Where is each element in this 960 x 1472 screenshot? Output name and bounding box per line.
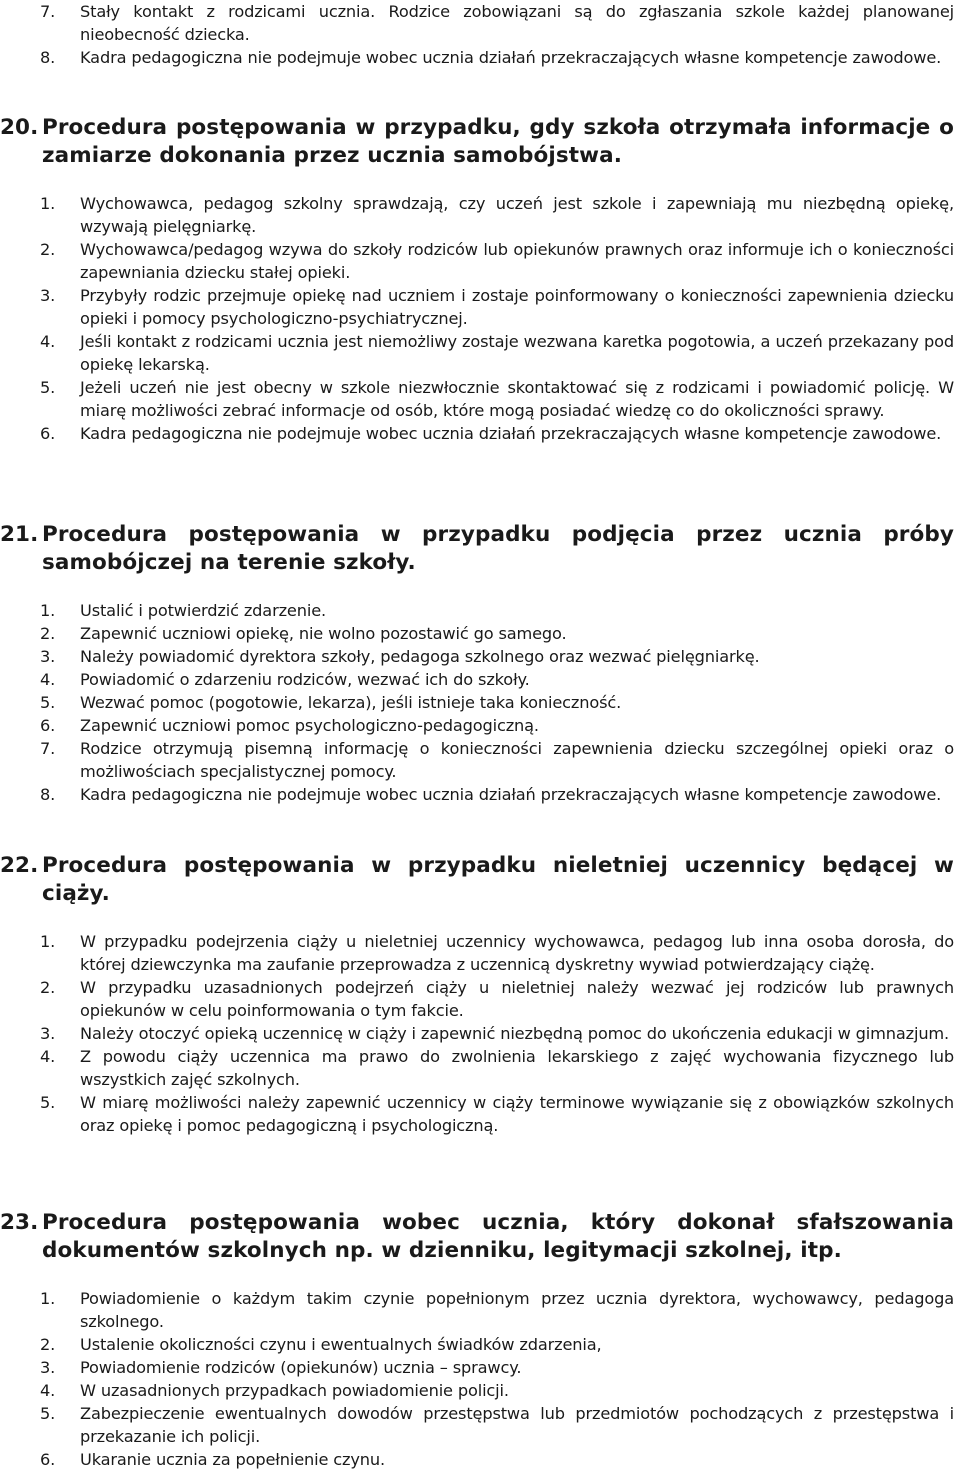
list-item-number: 6. xyxy=(40,716,56,735)
list-item-text: Zapewnić uczniowi opiekę, nie wolno pozostawić go samego. xyxy=(80,624,567,643)
section-number: 22. xyxy=(0,853,39,878)
list-item xyxy=(0,622,960,645)
list-item-number: 1. xyxy=(40,932,56,951)
section-heading xyxy=(0,852,960,908)
continuation-list xyxy=(0,0,960,69)
list-item xyxy=(0,376,960,422)
list-item-text: Ukaranie ucznia za popełnienie czynu. xyxy=(80,1450,386,1469)
list-item-text: W uzasadnionych przypadkach powiadomienie policji. xyxy=(80,1381,509,1400)
list-item xyxy=(0,1287,960,1333)
list-item-number: 3. xyxy=(40,647,56,666)
list-item-number: 6. xyxy=(40,424,56,443)
list-item-number: 5. xyxy=(40,693,56,712)
list-item-text: W przypadku podejrzenia ciąży u nieletniej uczennicy wychowawca, pedagog lub inna osoba dorosła, do której dziewczynka ma zaufanie przeprowadza z uczennicą dyskretny wywiad potwierdzający ciążę. xyxy=(80,932,954,974)
list-item-number: 6. xyxy=(40,1450,56,1469)
list-item xyxy=(0,1402,960,1448)
list-item-number: 7. xyxy=(40,739,56,758)
list-item-number: 2. xyxy=(40,240,56,259)
list-item-number: 5. xyxy=(40,378,56,397)
list-item-text: Ustalenie okoliczności czynu i ewentualnych świadków zdarzenia, xyxy=(80,1335,602,1354)
list-item-number: 3. xyxy=(40,286,56,305)
section-number: 21. xyxy=(0,522,39,547)
section-number: 23. xyxy=(0,1210,39,1235)
list-item-number: 7. xyxy=(40,2,56,21)
section-title: Procedura postępowania w przypadku nieletniej uczennicy będącej w ciąży. xyxy=(42,853,954,906)
section-heading xyxy=(0,1209,960,1265)
list-item-number: 8. xyxy=(40,48,56,67)
section-23 xyxy=(0,1209,960,1471)
list-item xyxy=(0,0,960,46)
list-item-text: Kadra pedagogiczna nie podejmuje wobec ucznia działań przekraczających własne kompetencje zawodowe. xyxy=(80,424,942,443)
list-item-number: 5. xyxy=(40,1093,56,1112)
list-item-number: 1. xyxy=(40,1289,56,1308)
list-item-text: Zabezpieczenie ewentualnych dowodów przestępstwa lub przedmiotów pochodzących z przestępstwa i przekazanie ich policji. xyxy=(80,1404,954,1446)
list-item-number: 2. xyxy=(40,978,56,997)
list-item-number: 5. xyxy=(40,1404,56,1423)
list-item xyxy=(0,1333,960,1356)
list-item-text: Należy otoczyć opieką uczennicę w ciąży i zapewnić niezbędną pomoc do ukończenia edukacji w gimnazjum. xyxy=(80,1024,950,1043)
list-item-text: Kadra pedagogiczna nie podejmuje wobec ucznia działań przekraczających własne kompetencje zawodowe. xyxy=(80,785,942,804)
list-item xyxy=(0,284,960,330)
list-item-text: Przybyły rodzic przejmuje opiekę nad uczniem i zostaje poinformowany o konieczności zapewnienia dziecku opieki i pomocy psychologiczno-psychiatrycznej. xyxy=(80,286,954,328)
list-item xyxy=(0,599,960,622)
list-item xyxy=(0,737,960,783)
list-item xyxy=(0,1022,960,1045)
section-20 xyxy=(0,114,960,445)
list-item xyxy=(0,930,960,976)
list-item-text: Wezwać pomoc (pogotowie, lekarza), jeśli istnieje taka konieczność. xyxy=(80,693,622,712)
list-item-text: Rodzice otrzymują pisemną informację o konieczności zapewnienia dziecku szczególnej opieki oraz o możliwościach specjalistycznej pomocy. xyxy=(80,739,954,781)
list-item-number: 4. xyxy=(40,332,56,351)
list-item-number: 1. xyxy=(40,194,56,213)
list-item xyxy=(0,714,960,737)
list-item xyxy=(0,1379,960,1402)
section-title: Procedura postępowania w przypadku podjęcia przez ucznia próby samobójczej na terenie szkoły. xyxy=(42,522,954,575)
section-heading xyxy=(0,521,960,577)
section-heading xyxy=(0,114,960,170)
section-21 xyxy=(0,521,960,806)
section-title: Procedura postępowania wobec ucznia, który dokonał sfałszowania dokumentów szkolnych np. w dzienniku, legitymacji szkolnej, itp. xyxy=(42,1210,954,1263)
list-item-text: Powiadomić o zdarzeniu rodziców, wezwać ich do szkoły. xyxy=(80,670,530,689)
list-item xyxy=(0,645,960,668)
list-item-number: 3. xyxy=(40,1358,56,1377)
list-item xyxy=(0,668,960,691)
list-item xyxy=(0,192,960,238)
list-item-text: Powiadomienie o każdym takim czynie popełnionym przez ucznia dyrektora, wychowawcy, pedagoga szkolnego. xyxy=(80,1289,954,1331)
list-item-text: Jeśli kontakt z rodzicami ucznia jest niemożliwy zostaje wezwana karetka pogotowia, a uczeń przekazany pod opiekę lekarską. xyxy=(80,332,954,374)
list-item-text: Zapewnić uczniowi pomoc psychologiczno-pedagogiczną. xyxy=(80,716,539,735)
list-item-text: Należy powiadomić dyrektora szkoły, pedagoga szkolnego oraz wezwać pielęgniarkę. xyxy=(80,647,760,666)
list-item-text: Powiadomienie rodziców (opiekunów) ucznia – sprawcy. xyxy=(80,1358,522,1377)
list-item-number: 8. xyxy=(40,785,56,804)
list-item-number: 2. xyxy=(40,1335,56,1354)
list-item xyxy=(0,976,960,1022)
list-item xyxy=(0,783,960,806)
section-22 xyxy=(0,852,960,1137)
list-item xyxy=(0,330,960,376)
list-item xyxy=(0,691,960,714)
list-item-number: 4. xyxy=(40,670,56,689)
list-item-text: W przypadku uzasadnionych podejrzeń ciąży u nieletniej należy wezwać jej rodziców lub prawnych opiekunów w celu poinformowania o tym fakcie. xyxy=(80,978,954,1020)
list-item-text: Ustalić i potwierdzić zdarzenie. xyxy=(80,601,327,620)
list-item xyxy=(0,1091,960,1137)
list-item-text: Jeżeli uczeń nie jest obecny w szkole niezwłocznie skontaktować się z rodzicami i powiadomić policję. W miarę możliwości zebrać informacje od osób, które mogą posiadać wiedzę co do okoliczności sprawy. xyxy=(80,378,954,420)
list-item-number: 4. xyxy=(40,1381,56,1400)
list-item xyxy=(0,422,960,445)
list-item-text: Kadra pedagogiczna nie podejmuje wobec ucznia działań przekraczających własne kompetencje zawodowe. xyxy=(80,48,942,67)
list-item-text: W miarę możliwości należy zapewnić uczennicy w ciąży terminowe wywiązanie się z obowiązków szkolnych oraz opiekę i pomoc pedagogiczną i psychologiczną. xyxy=(80,1093,954,1135)
list-item-text: Wychowawca, pedagog szkolny sprawdzają, czy uczeń jest szkole i zapewniają mu niezbędną opiekę, wzywają pielęgniarkę. xyxy=(80,194,954,236)
list-item-number: 3. xyxy=(40,1024,56,1043)
list-item xyxy=(0,238,960,284)
list-item-text: Stały kontakt z rodzicami ucznia. Rodzice zobowiązani są do zgłaszania szkole każdej planowanej nieobecność dziecka. xyxy=(80,2,954,44)
list-item xyxy=(0,46,960,69)
list-item-number: 1. xyxy=(40,601,56,620)
list-item xyxy=(0,1448,960,1471)
list-item-number: 2. xyxy=(40,624,56,643)
list-item xyxy=(0,1045,960,1091)
section-number: 20. xyxy=(0,115,39,140)
list-item-number: 4. xyxy=(40,1047,56,1066)
list-item-text: Z powodu ciąży uczennica ma prawo do zwolnienia lekarskiego z zajęć wychowania fizycznego lub wszystkich zajęć szkolnych. xyxy=(80,1047,954,1089)
list-item xyxy=(0,1356,960,1379)
list-item-text: Wychowawca/pedagog wzywa do szkoły rodziców lub opiekunów prawnych oraz informuje ich o konieczności zapewniania dziecku stałej opieki. xyxy=(80,240,954,282)
section-title: Procedura postępowania w przypadku, gdy szkoła otrzymała informacje o zamiarze dokonania przez ucznia samobójstwa. xyxy=(42,115,954,168)
